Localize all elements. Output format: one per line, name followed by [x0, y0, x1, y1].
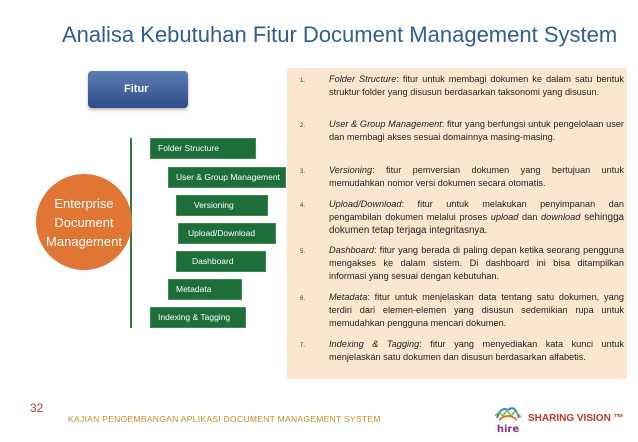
sharing-vision-logo: SHARING VISION ™: [528, 413, 624, 424]
fitur-header-label: Fitur: [124, 83, 149, 95]
list-item: 2. User & Group Management: fitur yang berfungsi untuk pengelolaan user dan membagi akses sesuai domainnya masing-masing.: [300, 119, 624, 142]
center-line-2: Document: [54, 214, 114, 230]
list-item: 4. Upload/Download: fitur untuk melakukan penyimpanan dan pengambilan dokumen melalui proses upload dan download sehingga dokumen tetap terjaga integritasnya.: [300, 199, 624, 236]
center-circle: [36, 174, 132, 270]
feature-box-metadata: Metadata: [168, 279, 242, 300]
feature-box-upload-download: Upload/Download: [178, 223, 276, 244]
feature-box-user-group: User & Group Management: [168, 167, 286, 188]
list-item: 3. Versioning: fitur pemversian dokumen yang bertujuan untuk memudahkan nomor versi dokumen secara otomatis.: [300, 165, 624, 188]
feature-box-indexing-tagging: Indexing & Tagging: [150, 307, 246, 328]
center-line-3: Management: [46, 233, 122, 249]
feature-box-versioning: Versioning: [176, 195, 268, 216]
center-line-1: Enterprise: [54, 195, 114, 211]
page-number: 32: [30, 401, 44, 415]
svg-text:hire: hire: [496, 424, 520, 435]
list-item: 7. Indexing & Tagging: fitur yang menyediakan kata kunci untuk menjelaskan satu dokumen dan disusun berdasarkan alfabetis.: [300, 339, 624, 362]
feature-box-folder-structure: Folder Structure: [150, 138, 256, 159]
list-item: 1. Folder Structure: fitur untuk membagi dokumen ke dalam satu bentuk struktur folder yang disusun berdasarkan taksonomi yang disusun.: [300, 74, 624, 97]
list-item: 6. Metadata: fitur untuk menjelaskan data tentang satu dokumen, yang terdiri dari elemen-elemen yang disusun sedemikian rupa untuk memudahkan pengguna mencari dokumen.: [300, 292, 624, 328]
footer-text: KAJIAN PENGEMBANGAN APLIKASI DOCUMENT MANAGEMENT SYSTEM: [68, 414, 381, 424]
list-item: 5. Dashboard: fitur yang berada di paling depan ketika seorang pengguna mengakses ke dalam sistem. Di dashboard ini bisa ditampilkan informasi yang sesuai dengan kebutuhan.: [300, 245, 624, 281]
feature-box-dashboard: Dashboard: [176, 251, 266, 272]
hire-logo: [491, 402, 525, 440]
fitur-header-box: [88, 71, 188, 108]
slide-title: Analisa Kebutuhan Fitur Document Management System: [62, 22, 618, 47]
